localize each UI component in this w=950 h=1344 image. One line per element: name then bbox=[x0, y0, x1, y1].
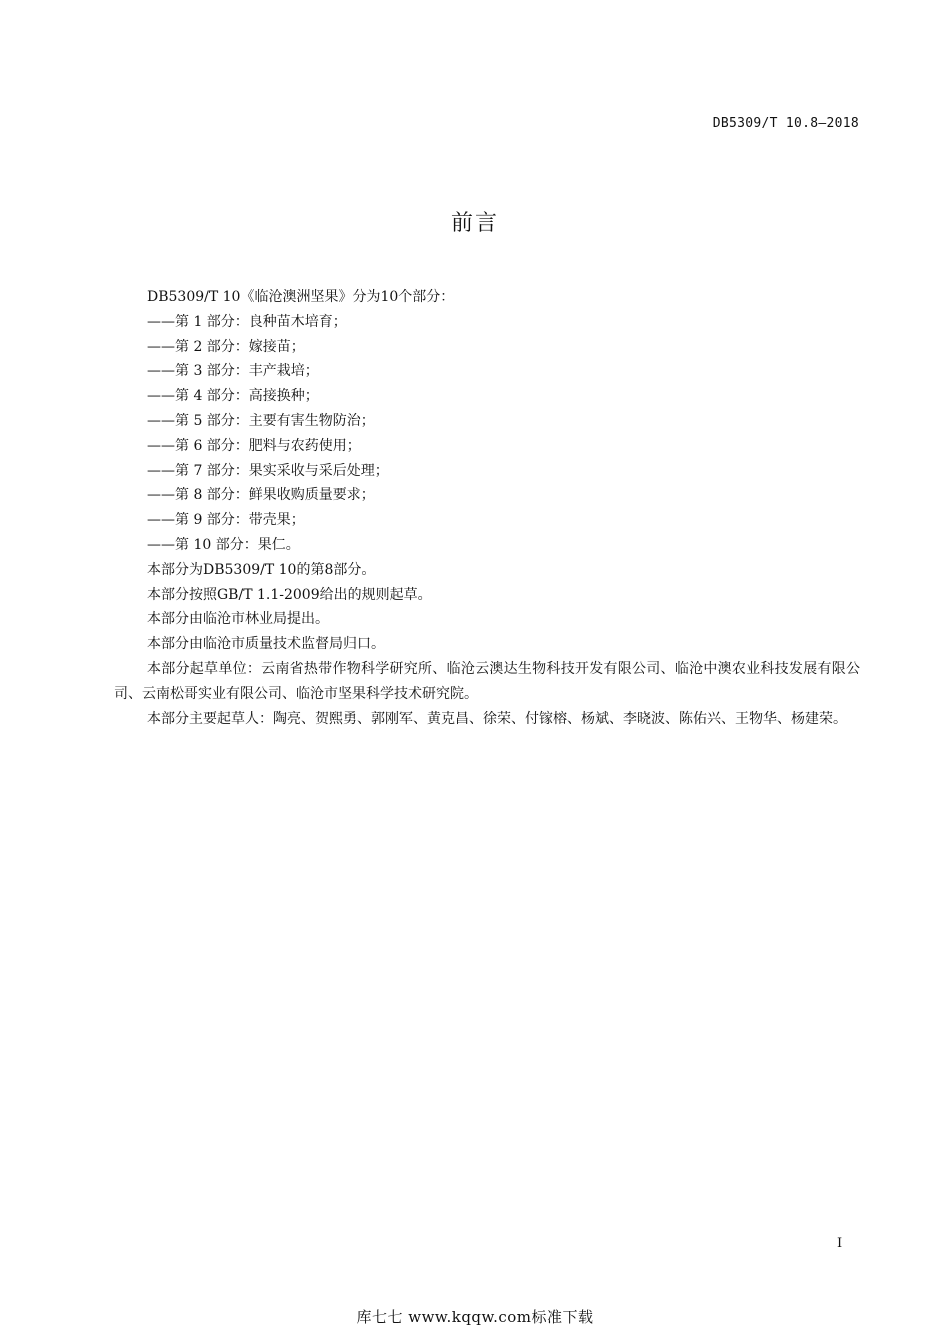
page-number: I bbox=[837, 1236, 843, 1251]
list-item-part-5: ——第 5 部分：主要有害生物防治； bbox=[147, 412, 375, 429]
paragraph-part-statement: 本部分为DB5309/T 10的第8部分。 bbox=[147, 561, 376, 578]
paragraph-intro: DB5309/T 10《临沧澳洲坚果》分为10个部分： bbox=[147, 289, 455, 305]
page-title: 前言 bbox=[450, 211, 499, 236]
paragraph-drafting-rules: 本部分按照GB/T 1.1-2009给出的规则起草。 bbox=[147, 586, 432, 603]
paragraph-proposer: 本部分由临沧市林业局提出。 bbox=[147, 611, 329, 628]
paragraph-drafters: 本部分主要起草人：陶亮、贺熙勇、郭刚军、黄克昌、徐荣、付镓榕、杨斌、李晓波、陈佑兴、王物华、杨建荣。 bbox=[147, 710, 847, 727]
list-item-part-8: ——第 8 部分：鲜果收购质量要求； bbox=[147, 487, 375, 504]
list-item-part-7: ——第 7 部分：果实采收与采后处理； bbox=[147, 462, 389, 479]
list-item-part-10: ——第 10 部分：果仁。 bbox=[147, 536, 300, 553]
paragraph-administrator: 本部分由临沧市质量技术监督局归口。 bbox=[147, 636, 385, 653]
footer-watermark: 库七七 www.kqqw.com标准下载 bbox=[356, 1308, 594, 1326]
list-item-part-3: ——第 3 部分：丰产栽培； bbox=[147, 363, 319, 380]
list-item-part-4: ——第 4 部分：高接换种； bbox=[147, 388, 319, 405]
list-item-part-1: ——第 1 部分：良种苗木培育； bbox=[147, 313, 347, 330]
list-item-part-9: ——第 9 部分：带壳果； bbox=[147, 512, 305, 529]
paragraph-drafting-units: 本部分起草单位：云南省热带作物科学研究所、临沧云澳达生物科技开发有限公司、临沧中澳农业科技发展有限公司、云南松哥实业有限公司、临沧市坚果科学技术研究院。 bbox=[114, 660, 860, 702]
list-item-part-6: ——第 6 部分：肥料与农药使用； bbox=[147, 437, 361, 454]
standard-code: DB5309/T 10.8—2018 bbox=[712, 116, 859, 131]
foreword-body bbox=[114, 285, 860, 731]
list-item-part-2: ——第 2 部分：嫁接苗； bbox=[147, 338, 305, 355]
